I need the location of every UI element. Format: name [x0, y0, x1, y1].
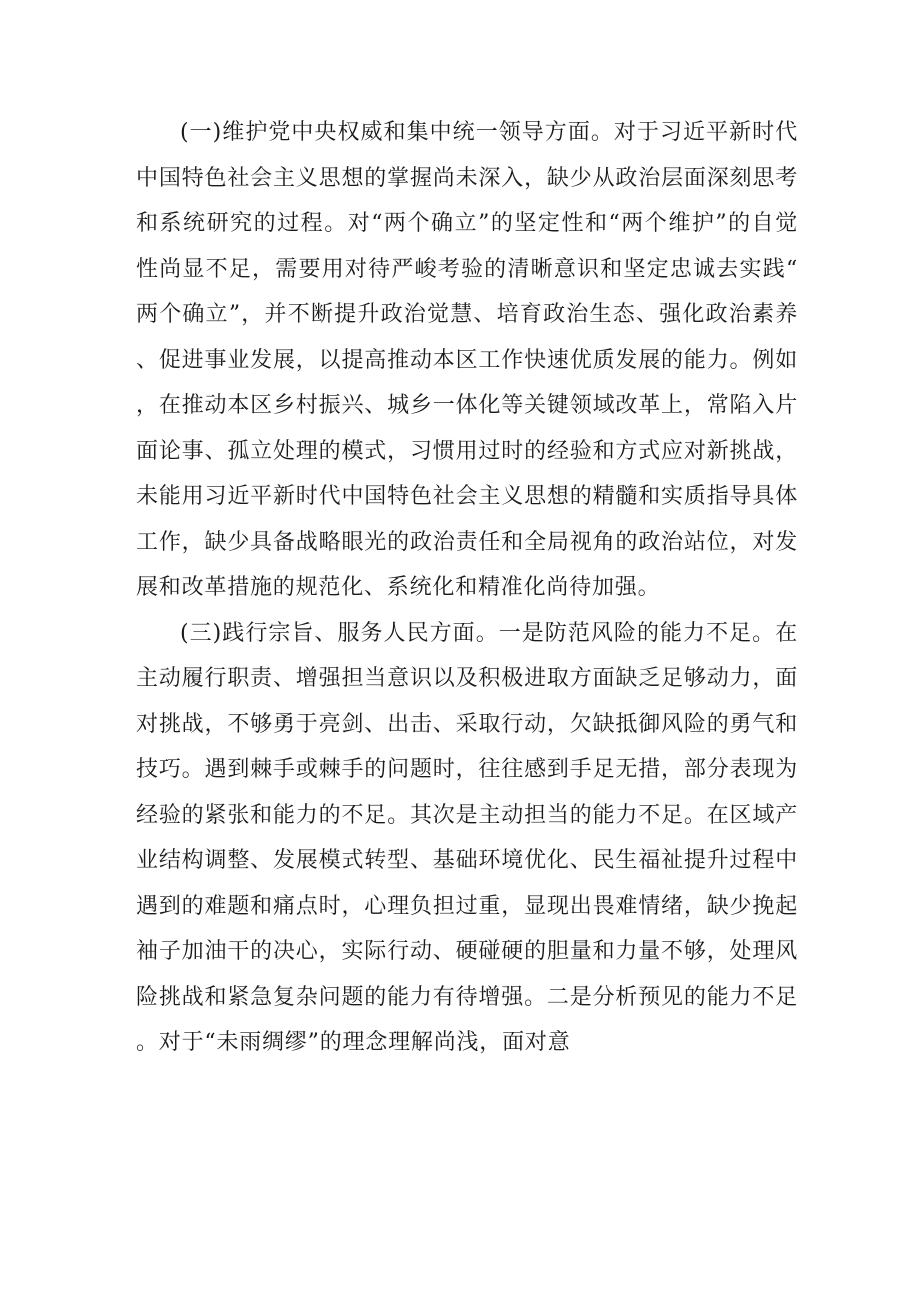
paragraph-party-leadership: (一)维护党中央权威和集中统一领导方面。对于习近平新时代中国特色社会主义思想的掌握尚未深入，缺少从政治层面深刻思考和系统研究的过程。对“两个确立”的坚定性和“两个维护”的自觉性尚显不足，需要用对待严峻考验的清晰意识和坚定忠诚去实践“两个确立”，并不断提升政治觉慧、培育政治生态、强化政治素养、促进事业发展，以提高推动本区工作快速优质发展的能力。例如，在推动本区乡村振兴、城乡一体化等关键领域改革上，常陷入片面论事、孤立处理的模式，习惯用过时的经验和方式应对新挑战，未能用习近平新时代中国特色社会主义思想的精髓和实质指导具体工作，缺少具备战略眼光的政治责任和全局视角的政治站位，对发展和改革措施的规范化、系统化和精准化尚待加强。	[136, 120, 798, 600]
paragraph-serving-people: (三)践行宗旨、服务人民方面。一是防范风险的能力不足。在主动履行职责、增强担当意识以及积极进取方面缺乏足够动力，面对挑战，不够勇于亮剑、出击、采取行动，欠缺抵御风险的勇气和技巧。遇到棘手或棘手的问题时，往往感到手足无措，部分表现为经验的紧张和能力的不足。其次是主动担当的能力不足。在区域产业结构调整、发展模式转型、基础环境优化、民生福祉提升过程中遇到的难题和痛点时，心理负担过重，显现出畏难情绪，缺少挽起袖子加油干的决心，实际行动、硬碰硬的胆量和力量不够，处理风险挑战和紧急复杂问题的能力有待增强。二是分析预见的能力不足。对于“未雨绸缪”的理念理解尚浅，面对意	[136, 620, 798, 1055]
document-body	[136, 110, 798, 1066]
